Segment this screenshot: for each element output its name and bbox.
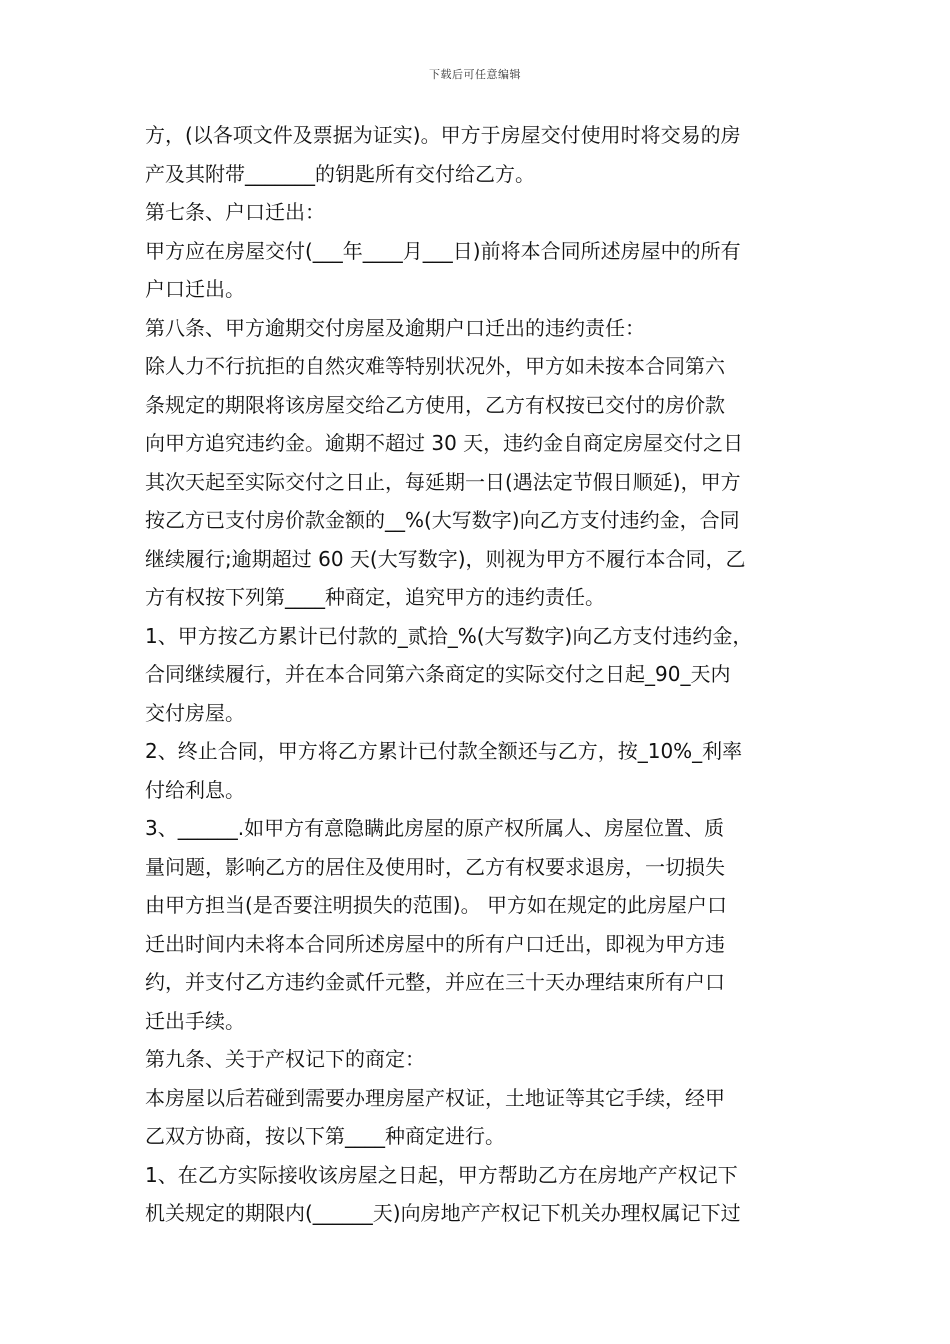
text-line: 机关规定的期限内(______天)向房地产产权记下机关办理权属记下过 [145, 1201, 741, 1225]
text-line: 1、在乙方实际接收该房屋之日起，甲方帮助乙方在房地产产权记下 [145, 1162, 738, 1187]
document-body [145, 116, 825, 1233]
text-line: 2、终止合同，甲方将乙方累计已付款全额还与乙方，按_10%_利率 [145, 739, 743, 763]
text-line: 按乙方已支付房价款金额的__%(大写数字)向乙方支付违约金，合同 [145, 508, 740, 532]
text-line: 付给利息。 [145, 777, 245, 802]
text-line: 乙双方协商，按以下第____种商定进行。 [145, 1124, 505, 1148]
text-line: 约，并支付乙方违约金贰仟元整，并应在三十天办理结束所有户口 [145, 970, 725, 994]
text-line: 交付房屋。 [145, 700, 245, 725]
text-line: 3、______.如甲方有意隐瞒此房屋的原产权所属人、房屋位置、质 [145, 816, 725, 840]
section-heading: 第九条、关于产权记下的商定： [145, 1047, 425, 1071]
text-line: 条规定的期限将该房屋交给乙方使用，乙方有权按已交付的房价款 [145, 392, 725, 417]
text-line: 户口迁出。 [145, 277, 245, 301]
text-line: 迁出时间内未将本合同所述房屋中的所有户口迁出，即视为甲方违 [145, 931, 725, 956]
text-line: 本房屋以后若碰到需要办理房屋产权证，土地证等其它手续，经甲 [145, 1085, 725, 1110]
text-line: 合同继续履行，并在本合同第六条商定的实际交付之日起_90_天内 [145, 662, 731, 686]
section-heading: 第八条、甲方逾期交付房屋及逾期户口迁出的违约责任： [145, 315, 645, 340]
text-line: 迁出手续。 [145, 1008, 245, 1033]
text-line: 由甲方担当(是否要注明损失的范围)。 甲方如在规定的此房屋户口 [145, 893, 727, 917]
text-line: 甲方应在房屋交付(___年____月___日)前将本合同所述房屋中的所有 [145, 238, 741, 263]
text-line: 继续履行;逾期超过 60 天(大写数字)，则视为甲方不履行本合同，乙 [145, 546, 746, 571]
text-line: 产及其附带_______的钥匙所有交付给乙方。 [145, 161, 535, 186]
section-heading: 第七条、户口迁出： [145, 200, 325, 224]
text-line: 除人力不行抗拒的自然灾难等特别状况外，甲方如未按本合同第六 [145, 354, 725, 378]
text-line: 向甲方追究违约金。逾期不超过 30 天，违约金自商定房屋交付之日 [145, 431, 744, 455]
text-line: 方，(以各项文件及票据为证实)。甲方于房屋交付使用时将交易的房 [145, 123, 741, 147]
page-header: 下载后可任意编辑 [429, 68, 521, 81]
text-line: 量问题，影响乙方的居住及使用时，乙方有权要求退房，一切损失 [145, 854, 725, 879]
text-line: 1、甲方按乙方累计已付款的_贰拾_%(大写数字)向乙方支付违约金， [145, 623, 753, 648]
text-line: 其次天起至实际交付之日止，每延期一日(遇法定节假日顺延)，甲方 [145, 469, 741, 494]
text-line: 方有权按下列第____种商定，追究甲方的违约责任。 [145, 585, 605, 609]
